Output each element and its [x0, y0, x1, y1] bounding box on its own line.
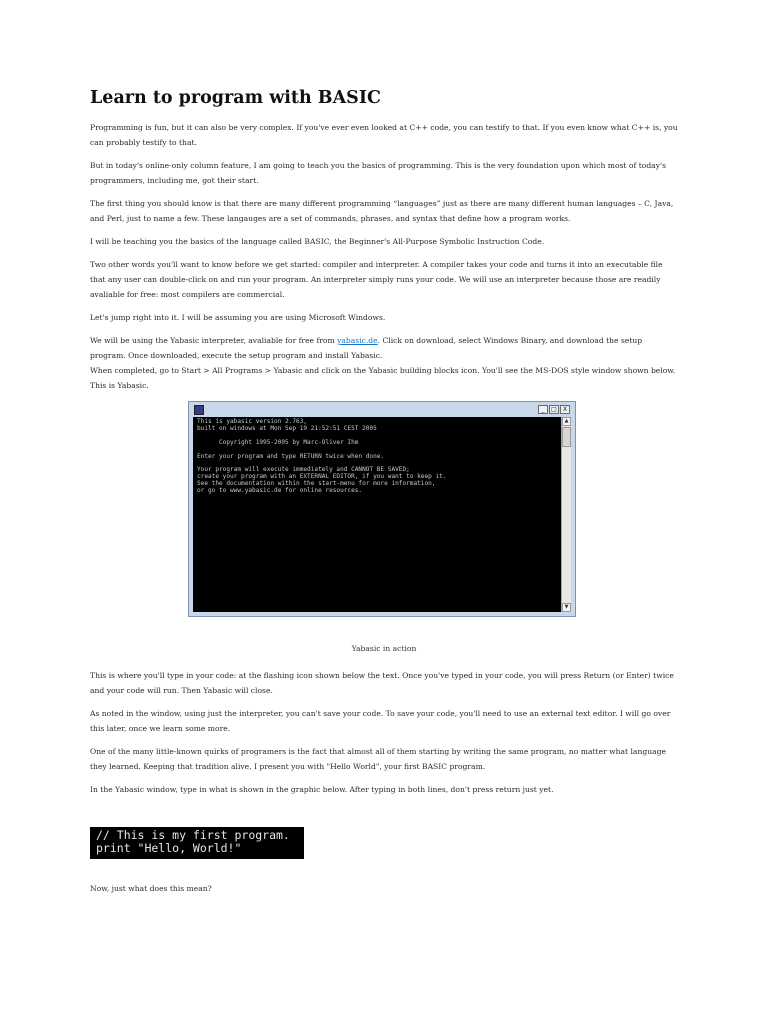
scroll-thumb	[562, 427, 571, 447]
yabasic-app-icon	[194, 405, 204, 415]
paragraph-instructions: In the Yabasic window, type in what is shown in the graphic below. After typing in both lines, don't press return just yet.	[90, 785, 554, 794]
figure-caption: Yabasic in action	[351, 644, 417, 653]
paragraph-column: But in today's online-only column feature, I am going to teach you the basics of programming. This is the very foundation upon which most of today's programmers, including me, got their start.	[90, 161, 666, 185]
yabasic-screenshot	[188, 401, 576, 617]
scroll-up-icon: ▲	[562, 417, 571, 426]
paragraph-intro: Programming is fun, but it can also be very complex. If you've ever even looked at C++ code, you can testify to that. If you even know what C++ is, you can probably testify to that.	[90, 123, 678, 147]
close-icon: X	[560, 405, 570, 414]
paragraph-meaning: Now, just what does this mean?	[90, 884, 212, 893]
console-output: This is yabasic version 2.763, built on windows at Mon Sep 19 21:52:51 CEST 2005 Copyright 1995-2005 by Marc-Oliver Ihm Enter your program and type RETURN twice when done. Your program will execute immediately and CANNOT BE SAVED; create your program with an EXTERNAL EDITOR, if you want to keep it. See the documentation within the start-menu for more information, or go to www.yabasic.de for online resources.	[193, 417, 561, 612]
paragraph-hello-world: One of the many little-known quirks of programers is the fact that almost all of them starting by writing the same program, no matter what language they learned. Keeping that tradition alive, I present you with "Hello World", your first BASIC program.	[90, 747, 666, 771]
scroll-down-icon: ▼	[562, 603, 571, 612]
code-graphic: // This is my first program. print "Hello, World!"	[90, 827, 304, 859]
article-title: Learn to program with BASIC	[90, 88, 381, 108]
yabasic-link[interactable]: yabasic.de	[337, 336, 378, 345]
paragraph-start: When completed, go to Start > All Programs > Yabasic and click on the Yabasic building blocks icon. You'll see the MS-DOS style window shown below. This is Yabasic.	[90, 366, 676, 390]
maximize-icon: □	[549, 405, 559, 414]
paragraph-typing: This is where you'll type in your code: at the flashing icon shown below the text. Once you've typed in your code, you will press Return (or Enter) twice and your code will run. Then Yabasic will close.	[90, 671, 674, 695]
paragraph-saving: As noted in the window, using just the interpreter, you can't save your code. To save your code, you'll need to use an external text editor. I will go over this later, once we learn some more.	[90, 709, 671, 733]
window-titlebar	[189, 402, 575, 417]
minimize-icon: _	[538, 405, 548, 414]
window-controls	[538, 405, 570, 414]
console-scrollbar	[561, 417, 571, 612]
paragraph-compiler: Two other words you'll want to know before we get started: compiler and interpreter. A compiler takes your code and turns it into an executable file that any user can double-click on and run your program. An interpreter simply runs your code. We will use an interpreter because those are readily avaliable for free: most compilers are commercial.	[90, 260, 663, 299]
paragraph-download: We will be using the Yabasic interpreter, avaliable for free from yabasic.de. Click on download, select Windows Binary, and download the setup program. Once downloaded, execute the setup program and install Yabasic.	[90, 336, 643, 360]
article	[90, 88, 678, 904]
paragraph-windows: Let's jump right into it. I will be assuming you are using Microsoft Windows.	[90, 313, 386, 322]
paragraph-languages: The first thing you should know is that there are many different programming “languages” just as there are many different human languages – C, Java, and Perl, just to name a few. These langauges are a set of commands, phrases, and syntax that define how a program works.	[90, 199, 674, 223]
paragraph-basic: I will be teaching you the basics of the language called BASIC, the Beginner's All-Purpose Symbolic Instruction Code.	[90, 237, 545, 246]
